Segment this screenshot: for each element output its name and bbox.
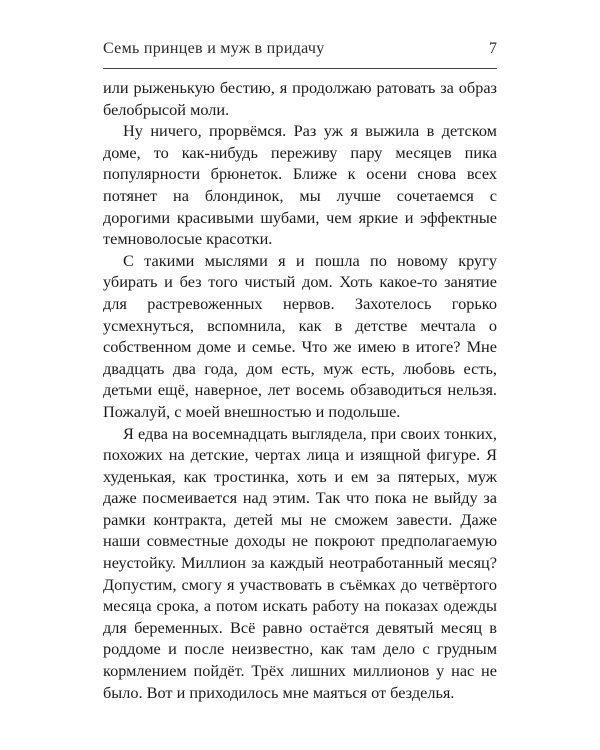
body-text bbox=[103, 77, 497, 703]
page-number: 7 bbox=[489, 40, 497, 57]
running-header bbox=[103, 40, 497, 64]
paragraph: Я едва на восемнадцать выглядела, при своих тонких, похожих на детские, чертах лица и изящной фигуре. Я худенькая, как тростинка, хоть и ем за пятерых, муж даже посмеивается над этим. Так что пока не выйду за рамки контракта, детей мы не сможем завести. Даже наши совместные доходы не покроют предполагаемую неустойку. Миллион за каждый неотработанный месяц? Допустим, смогу я участвовать в съёмках до четвёртого месяца срока, а потом искать работу на показах одежды для беременных. Всё равно остаётся девятый месяц в роддоме и после неизвестно, как там дело с грудным кормлением пойдёт. Трёх лишних миллионов у нас не было. Вот и приходилось мне маяться от безделья. bbox=[103, 423, 497, 702]
running-title: Семь принцев и муж в придачу bbox=[103, 40, 325, 57]
header-rule bbox=[103, 68, 497, 69]
paragraph-continued: или рыженькую бестию, я продолжаю ратовать за образ белобрысой моли. bbox=[103, 78, 497, 119]
paragraph: С такими мыслями я и пошла по новому кругу убирать и без того чистый дом. Хоть какое-то занятие для растревоженных нервов. Захотелось горько усмехнуться, вспомнила, как в детстве мечтала о собственном доме и семье. Что же имею в итоге? Мне двадцать два года, дом есть, муж есть, любовь есть, детьми ещё, наверное, лет восемь обзаводиться нельзя. Пожалуй, с моей внешностью и подольше. bbox=[103, 250, 497, 421]
paragraph: Ну ничего, прорвёмся. Раз уж я выжила в детском доме, то как-нибудь переживу пару месяцев пика популярности брюнеток. Ближе к осени снова всех потянет на блондинок, мы лучше сочетаемся с дорогими красивыми шубами, чем яркие и эффектные темноволосые красотки. bbox=[103, 121, 497, 249]
